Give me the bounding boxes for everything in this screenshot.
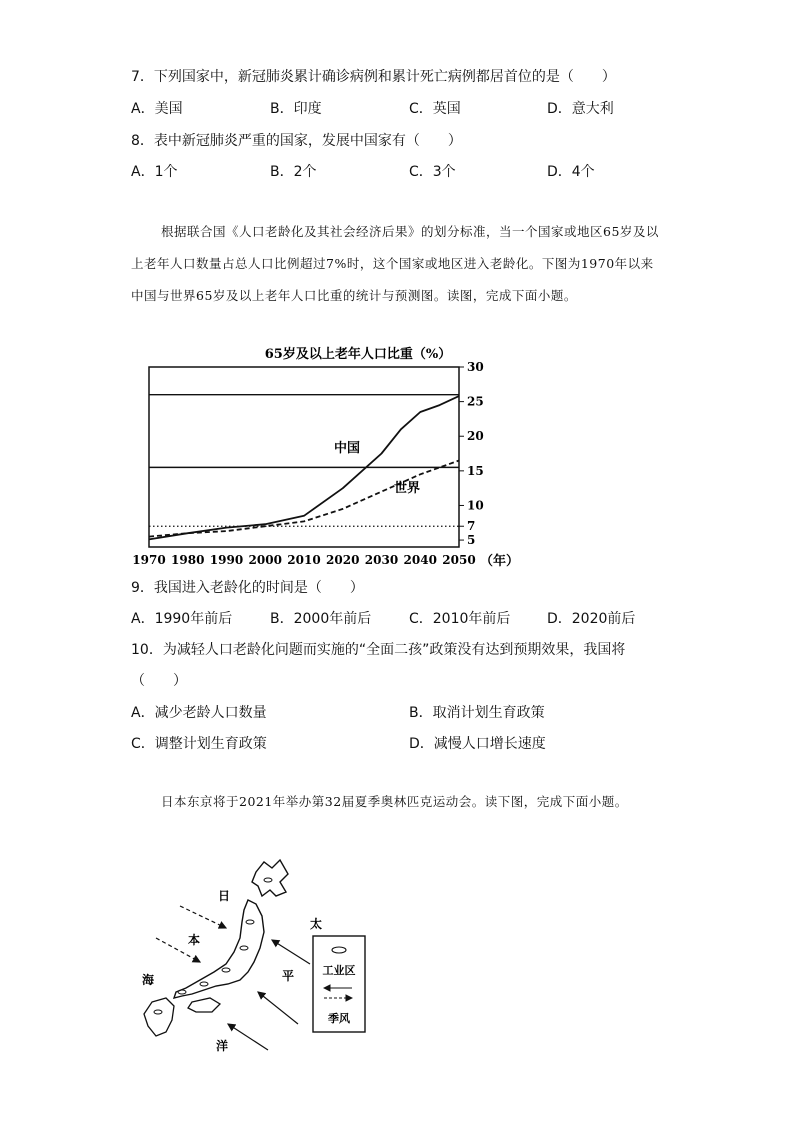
q7-option-c[interactable]: C．英国 (409, 101, 461, 117)
y-tick-label-0: 5 (467, 533, 476, 548)
passage-olympics (131, 786, 661, 818)
q8-option-a[interactable]: A．1个 (131, 164, 178, 180)
x-axis-unit: （年） (480, 554, 520, 569)
chart-title: 65岁及以上老年人口比重（%） (264, 347, 452, 362)
kyushu-outline (144, 998, 174, 1036)
x-tick-label-6: 2030 (364, 553, 399, 567)
q10-option-b[interactable]: B．取消计划生育政策 (409, 705, 545, 721)
q8-option-b[interactable]: B．2个 (270, 164, 317, 180)
question-8-stem: 8．表中新冠肺炎严重的国家，发展中国家有（ ） (131, 133, 462, 149)
series-label-world: 世界 (394, 481, 421, 496)
sea-label-2: 本 (188, 933, 201, 947)
x-tick-label-1: 1980 (171, 553, 205, 567)
x-tick-label-5: 2020 (326, 553, 360, 567)
x-tick-label-8: 2050 (442, 553, 476, 567)
q8-option-c[interactable]: C．3个 (409, 164, 456, 180)
y-tick-label-3: 15 (467, 463, 484, 478)
x-tick-label-2: 1990 (209, 553, 244, 567)
passage-aging (131, 216, 661, 312)
passage-aging-text: 根据联合国《人口老龄化及其社会经济后果》的划分标准，当一个国家或地区65岁及以上老年人口数量占总人口比例超过7%时，这个国家或地区进入老龄化。下图为1970年以来中国与世界65岁及以上老年人口比重的统计与预测图。读图，完成下面小题。 (131, 224, 659, 303)
series-line-1 (149, 461, 459, 537)
q9-option-b[interactable]: B．2000年前后 (270, 611, 372, 627)
y-tick-label-5: 25 (467, 394, 484, 409)
shikoku-outline (188, 998, 220, 1012)
passage-olympics-text: 日本东京将于2021年举办第32届夏季奥林匹克运动会。读下图，完成下面小题。 (161, 794, 628, 809)
legend-monsoon-label: 季风 (328, 1012, 350, 1025)
aging-line-chart (128, 342, 520, 574)
question-10-stem: 10．为减轻人口老龄化问题而实施的“全面二孩”政策没有达到预期效果，我国将 (131, 642, 626, 658)
q9-option-c[interactable]: C．2010年前后 (409, 611, 511, 627)
sea-label-3: 海 (142, 973, 155, 987)
summer-monsoon-arrows (228, 940, 310, 1050)
sea-label-1: 日 (218, 889, 231, 903)
y-tick-label-1: 7 (467, 519, 476, 534)
q9-option-a[interactable]: A．1990年前后 (131, 611, 233, 627)
q7-option-d[interactable]: D．意大利 (547, 101, 614, 117)
x-tick-label-4: 2010 (287, 553, 321, 567)
series-label-china: 中国 (334, 441, 361, 456)
ocean-label-2: 平 (282, 969, 295, 983)
y-tick-label-6: 30 (467, 360, 484, 374)
y-tick-label-4: 20 (467, 429, 484, 444)
question-10-stem-bracket: （ ） (131, 673, 187, 689)
q7-option-b[interactable]: B．印度 (270, 101, 322, 117)
q9-option-d[interactable]: D．2020前后 (547, 611, 636, 627)
ocean-label-3: 洋 (216, 1039, 229, 1053)
honshu-outline (174, 900, 264, 998)
x-tick-label-7: 2040 (403, 553, 437, 567)
ocean-label-1: 太 (310, 917, 323, 931)
japan-map (130, 852, 390, 1057)
q10-option-c[interactable]: C．调整计划生育政策 (131, 736, 267, 752)
x-tick-label-0: 1970 (132, 553, 166, 567)
q8-option-d[interactable]: D．4个 (547, 164, 595, 180)
q10-option-d[interactable]: D．减慢人口增长速度 (409, 736, 546, 752)
q10-option-a[interactable]: A．减少老龄人口数量 (131, 705, 267, 721)
legend-industrial-label: 工业区 (322, 964, 356, 977)
q7-option-a[interactable]: A．美国 (131, 101, 183, 117)
x-tick-label-3: 2000 (248, 553, 282, 567)
question-9-stem: 9．我国进入老龄化的时间是（ ） (131, 580, 364, 596)
question-7-stem: 7．下列国家中，新冠肺炎累计确诊病例和累计死亡病例都居首位的是（ ） (131, 69, 616, 85)
y-tick-label-2: 10 (467, 498, 484, 513)
